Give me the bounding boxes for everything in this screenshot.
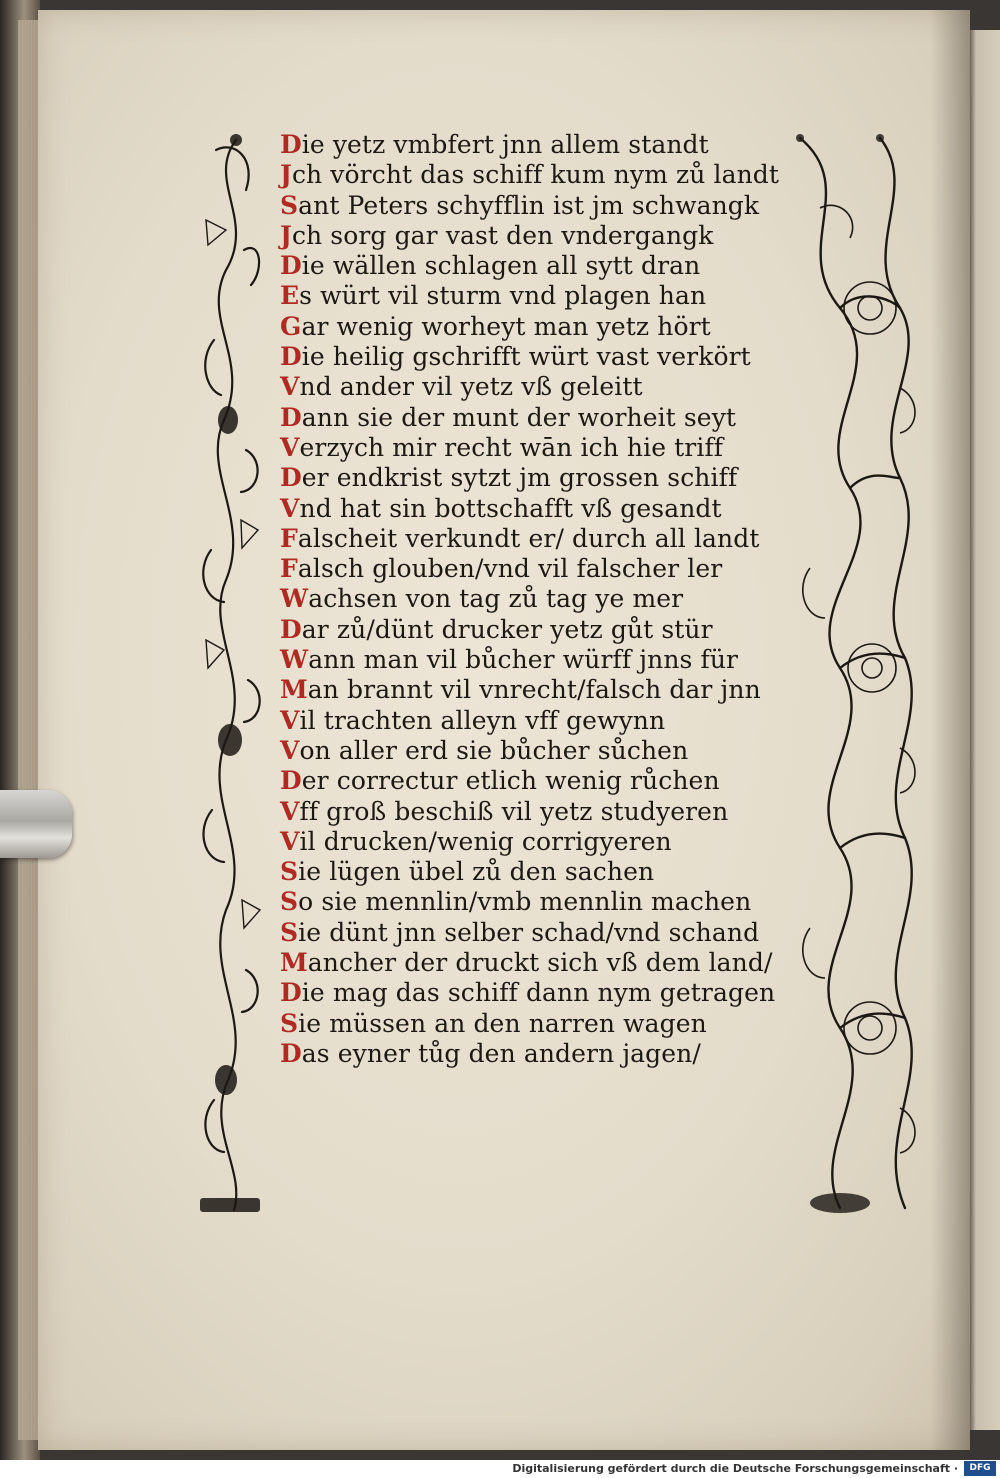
verse-text: ie lügen übel zů den sachen — [298, 857, 655, 887]
rubricated-initial: J — [280, 220, 292, 250]
verse-line — [280, 766, 780, 796]
verse-line — [280, 372, 780, 402]
footer-bar — [0, 1460, 1000, 1478]
verse-text: ant Peters schyfflin ist jm schwangk — [298, 190, 760, 220]
verse-line — [280, 615, 780, 645]
rubricated-initial: M — [280, 948, 308, 978]
book-clasp — [0, 790, 72, 858]
verse-text: il drucken/wenig corrigyeren — [299, 826, 672, 856]
rubricated-initial: S — [280, 1008, 299, 1038]
verse-line — [280, 1039, 780, 1069]
verse-line — [280, 675, 780, 705]
verse-line — [280, 706, 780, 736]
verse-text: as eyner tůg den andern jagen/ — [301, 1038, 701, 1068]
rubricated-initial: V — [280, 432, 300, 462]
verse-line — [280, 857, 780, 887]
verse-text: o sie mennlin/vmb mennlin machen — [298, 887, 752, 917]
rubricated-initial: S — [280, 190, 299, 220]
rubricated-initial: M — [280, 675, 308, 705]
verse-text: ie mag das schiff dann nym getragen — [301, 978, 776, 1008]
poem-text-block — [280, 130, 780, 1069]
verse-text: ie müssen an den narren wagen — [298, 1008, 707, 1038]
verse-line — [280, 887, 780, 917]
verse-text: ch sorg gar vast den vndergangk — [291, 220, 714, 250]
rubricated-initial: G — [280, 311, 302, 341]
verse-line — [280, 251, 780, 281]
rubricated-initial: D — [280, 251, 302, 281]
rubricated-initial: V — [280, 493, 300, 523]
verse-line — [280, 584, 780, 614]
rubricated-initial: D — [280, 463, 302, 493]
rubricated-initial: D — [280, 1038, 302, 1068]
verse-text: ff groß beschiß vil yetz studyeren — [299, 796, 729, 826]
verse-line — [280, 160, 780, 190]
page-edges — [18, 20, 40, 1440]
verse-text: nd ander vil yetz vß geleitt — [299, 372, 643, 402]
verse-line — [280, 554, 780, 584]
verse-text: er endkrist sytzt jm grossen schiff — [301, 463, 738, 493]
rubricated-initial: S — [280, 857, 299, 887]
verse-text: s würt vil sturm vnd plagen han — [299, 281, 707, 311]
verse-text: ie yetz vmbfert jnn allem standt — [301, 130, 709, 159]
rubricated-initial: V — [280, 372, 300, 402]
verse-text: ch vörcht das schiff kum nym zů landt — [291, 160, 780, 190]
rubricated-initial: D — [280, 978, 302, 1008]
verse-text: er correctur etlich wenig růchen — [301, 766, 720, 796]
verse-line — [280, 221, 780, 251]
verse-text: achsen von tag zů tag ye mer — [308, 584, 684, 614]
rubricated-initial: S — [280, 917, 299, 947]
rubricated-initial: V — [280, 705, 300, 735]
verse-line — [280, 797, 780, 827]
verse-line — [280, 918, 780, 948]
rubricated-initial: D — [280, 342, 302, 372]
right-ornamental-border — [780, 128, 940, 1218]
rubricated-initial: W — [280, 584, 309, 614]
verse-text: an brannt vil vnrecht/falsch dar jnn — [307, 675, 761, 705]
verse-text: ie heilig gschrifft würt vast verkört — [301, 342, 751, 372]
verse-text: on aller erd sie bůcher sůchen — [299, 735, 689, 765]
rubricated-initial: D — [280, 402, 302, 432]
verse-line — [280, 281, 780, 311]
rubricated-initial: V — [280, 826, 300, 856]
verse-line — [280, 1009, 780, 1039]
left-ornamental-border — [196, 120, 268, 1220]
verse-line — [280, 494, 780, 524]
verse-line — [280, 403, 780, 433]
rubricated-initial: W — [280, 645, 309, 675]
verse-text: ancher der druckt sich vß dem land/ — [307, 948, 773, 978]
verse-line — [280, 827, 780, 857]
rubricated-initial: D — [280, 766, 302, 796]
verse-line — [280, 463, 780, 493]
rubricated-initial: V — [280, 735, 300, 765]
verse-line — [280, 736, 780, 766]
rubricated-initial: V — [280, 796, 300, 826]
verse-text: ie wällen schlagen all sytt dran — [301, 251, 701, 281]
rubricated-initial: F — [280, 523, 298, 553]
verse-text: ann sie der munt der worheit seyt — [301, 402, 737, 432]
verse-line — [280, 524, 780, 554]
rubricated-initial: D — [280, 614, 302, 644]
rubricated-initial: J — [280, 160, 292, 190]
rubricated-initial: D — [280, 130, 302, 159]
verse-text: ar wenig worheyt man yetz hört — [301, 311, 711, 341]
verse-line — [280, 130, 780, 160]
verse-text: ar zů/dünt drucker yetz gůt stür — [301, 614, 713, 644]
verse-text: alsch glouben/vnd vil falscher ler — [297, 554, 723, 584]
verse-text: erzych mir recht wān ich hie triff — [299, 432, 724, 462]
verse-line — [280, 312, 780, 342]
dfg-logo: DFG — [964, 1461, 996, 1476]
verse-line — [280, 433, 780, 463]
rubricated-initial: E — [280, 281, 300, 311]
rubricated-initial: S — [280, 887, 299, 917]
verse-line — [280, 645, 780, 675]
facing-page-edge — [968, 30, 1000, 1430]
verse-line — [280, 978, 780, 1008]
verse-line — [280, 342, 780, 372]
verse-text: il trachten alleyn vff gewynn — [299, 705, 666, 735]
verse-text: alscheit verkundt er/ durch all landt — [297, 523, 760, 553]
verse-text: ie dünt jnn selber schad/vnd schand — [298, 917, 760, 947]
digitization-credit: Digitalisierung gefördert durch die Deutsche Forschungsgemeinschaft · — [512, 1462, 958, 1475]
verse-text: ann man vil bůcher würff jnns für — [308, 645, 739, 675]
verse-text: nd hat sin bottschafft vß gesandt — [299, 493, 722, 523]
rubricated-initial: F — [280, 554, 298, 584]
verse-line — [280, 191, 780, 221]
verse-line — [280, 948, 780, 978]
